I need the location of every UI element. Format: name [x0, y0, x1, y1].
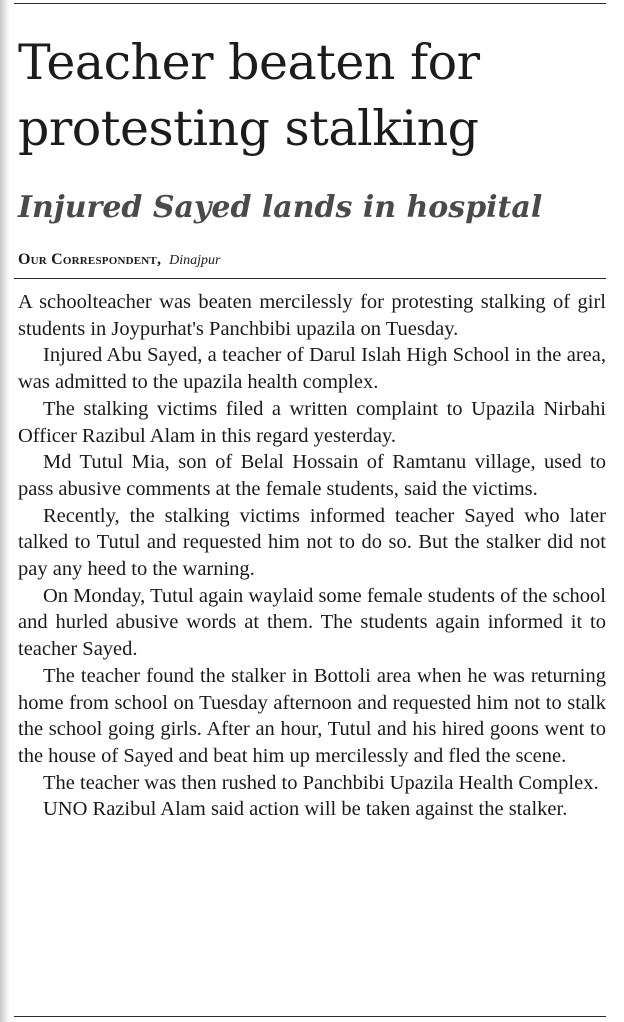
page-edge-shadow: [0, 0, 10, 1022]
byline-dateline: Dinajpur: [169, 253, 221, 268]
bottom-rule: [14, 1016, 606, 1017]
subheadline: Injured Sayed lands in hospital: [18, 190, 543, 225]
headline: Teacher beaten for protesting stalking: [18, 34, 480, 157]
byline: [18, 250, 221, 271]
article-body: [18, 289, 606, 823]
paragraph: The teacher found the stalker in Bottoli area when he was returning home from school on Tuesday afternoon and requested him not to stalk the school going girls. After an hour, Tutul and his hired goons went to the house of Sayed and beat him up mercilessly and fled the scene.: [18, 664, 606, 767]
paragraph: UNO Razibul Alam said action will be taken against the stalker.: [43, 798, 568, 821]
paragraph: Md Tutul Mia, son of Belal Hossain of Ramtanu village, used to pass abusive comments at the female students, said the victims.: [18, 451, 606, 500]
byline-correspondent: Our Correspondent,: [18, 251, 162, 268]
paragraph: On Monday, Tutul again waylaid some female students of the school and hurled abusive words at them. The students again informed it to teacher Sayed.: [18, 584, 606, 661]
paragraph: Injured Abu Sayed, a teacher of Darul Islah High School in the area, was admitted to the upazila health complex.: [18, 344, 606, 394]
paragraph: The stalking victims filed a written complaint to Upazila Nirbahi Officer Razibul Alam in this regard yesterday.: [18, 397, 606, 447]
byline-rule: [14, 278, 606, 279]
paragraph: A schoolteacher was beaten mercilessly for protesting stalking of girl students in Joypurhat's Panchbibi upazila on Tuesday.: [18, 291, 606, 340]
paragraph: The teacher was then rushed to Panchbibi Upazila Health Complex.: [43, 771, 599, 794]
top-rule: [14, 3, 606, 4]
paragraph: Recently, the stalking victims informed teacher Sayed who later talked to Tutul and requested him not to do so. But the stalker did not pay any heed to the warning.: [18, 504, 606, 581]
